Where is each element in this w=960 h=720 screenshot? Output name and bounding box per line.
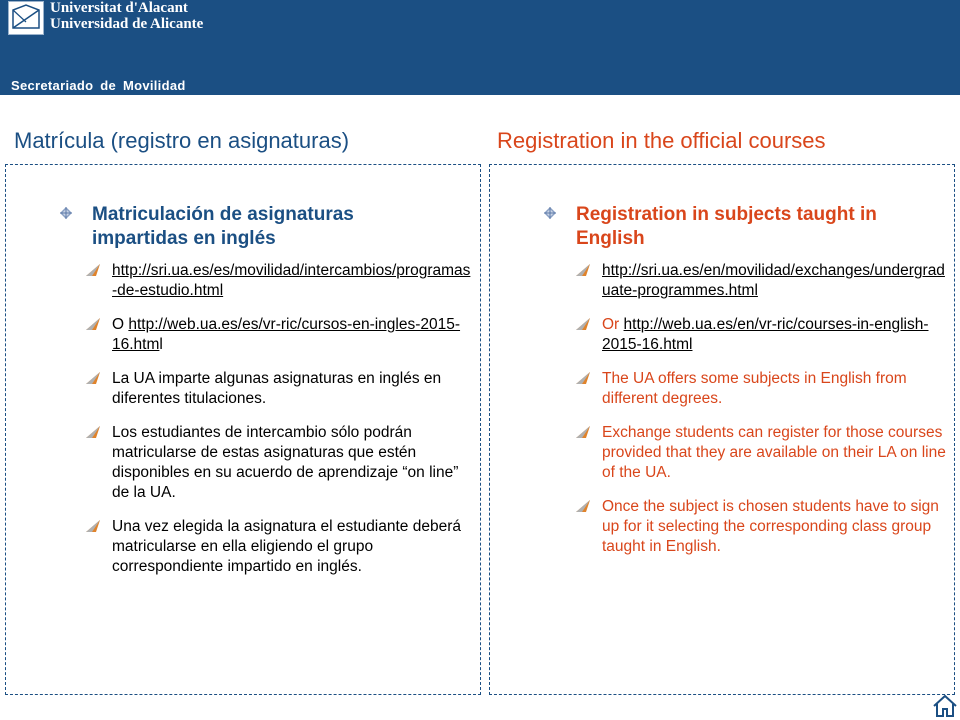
item-text: Once the subject is chosen students have to sign up for it selecting the corresponding class group taught in English.: [602, 498, 939, 555]
list-item: [112, 517, 474, 577]
item-text: Los estudiantes de intercambio sólo podrán matricularse de estas asignaturas que estén disponibles en su acuerdo de aprendizaje “on line” de la UA.: [112, 424, 459, 501]
arrow-bullet-icon: [576, 318, 590, 330]
spanish-courses-link[interactable]: http://web.ua.es/es/vr-ric/cursos-en-ingles-2015-16.htm: [112, 316, 461, 353]
arrow-bullet-icon: [86, 426, 100, 438]
item-text: Exchange students can register for those courses provided that they are available on their LA on line of the UA.: [602, 424, 946, 481]
department-name: Secretariado de Movilidad: [11, 78, 186, 93]
list-item: [602, 423, 952, 483]
arrow-bullet-icon: [576, 264, 590, 276]
arrow-bullet-icon: [86, 318, 100, 330]
university-name-line1: Universitat d'Alacant: [50, 0, 188, 16]
arrow-bullet-icon: [576, 426, 590, 438]
list-item: [602, 369, 952, 409]
university-name: [50, 0, 203, 32]
university-logo-icon: [8, 1, 44, 35]
spanish-list: [112, 261, 474, 591]
spanish-title: Matrícula (registro en asignaturas): [14, 128, 350, 153]
link-suffix: l: [159, 336, 163, 353]
english-title: Registration in the official courses: [497, 128, 826, 153]
arrow-bullet-icon: [576, 372, 590, 384]
spanish-panel: [5, 164, 481, 695]
item-text: The UA offers some subjects in English from different degrees.: [602, 370, 907, 407]
arrow-bullet-icon: [576, 500, 590, 512]
header-banner: [0, 0, 960, 95]
english-list: [602, 261, 952, 571]
english-heading: Registration in subjects taught in English: [576, 204, 877, 249]
university-name-line2: Universidad de Alicante: [50, 16, 204, 32]
arrow-bullet-icon: [86, 372, 100, 384]
link-prefix: O: [112, 316, 129, 333]
english-panel: [489, 164, 955, 695]
home-icon[interactable]: [932, 694, 958, 718]
diamond-bullet-icon: [60, 207, 72, 219]
diamond-bullet-icon: [544, 207, 556, 219]
item-text: La UA imparte algunas asignaturas en inglés en diferentes titulaciones.: [112, 370, 442, 407]
spanish-programs-link[interactable]: http://sri.ua.es/es/movilidad/intercambios/programas-de-estudio.html: [112, 262, 471, 299]
spanish-heading: Matriculación de asignaturas impartidas en inglés: [92, 204, 354, 249]
arrow-bullet-icon: [86, 264, 100, 276]
list-item: [602, 261, 952, 301]
list-item: [112, 423, 474, 503]
list-item: [602, 497, 952, 557]
list-item: [112, 369, 474, 409]
english-programs-link[interactable]: http://sri.ua.es/en/movilidad/exchanges/undergraduate-programmes.html: [602, 262, 945, 299]
list-item: [112, 315, 474, 355]
list-item: [602, 315, 952, 355]
link-prefix: Or: [602, 316, 624, 333]
arrow-bullet-icon: [86, 520, 100, 532]
item-text: Una vez elegida la asignatura el estudiante deberá matricularse en ella eligiendo el grupo correspondiente impartido en inglés.: [112, 518, 461, 575]
list-item: [112, 261, 474, 301]
english-courses-link[interactable]: http://web.ua.es/en/vr-ric/courses-in-english-2015-16.html: [602, 316, 929, 353]
